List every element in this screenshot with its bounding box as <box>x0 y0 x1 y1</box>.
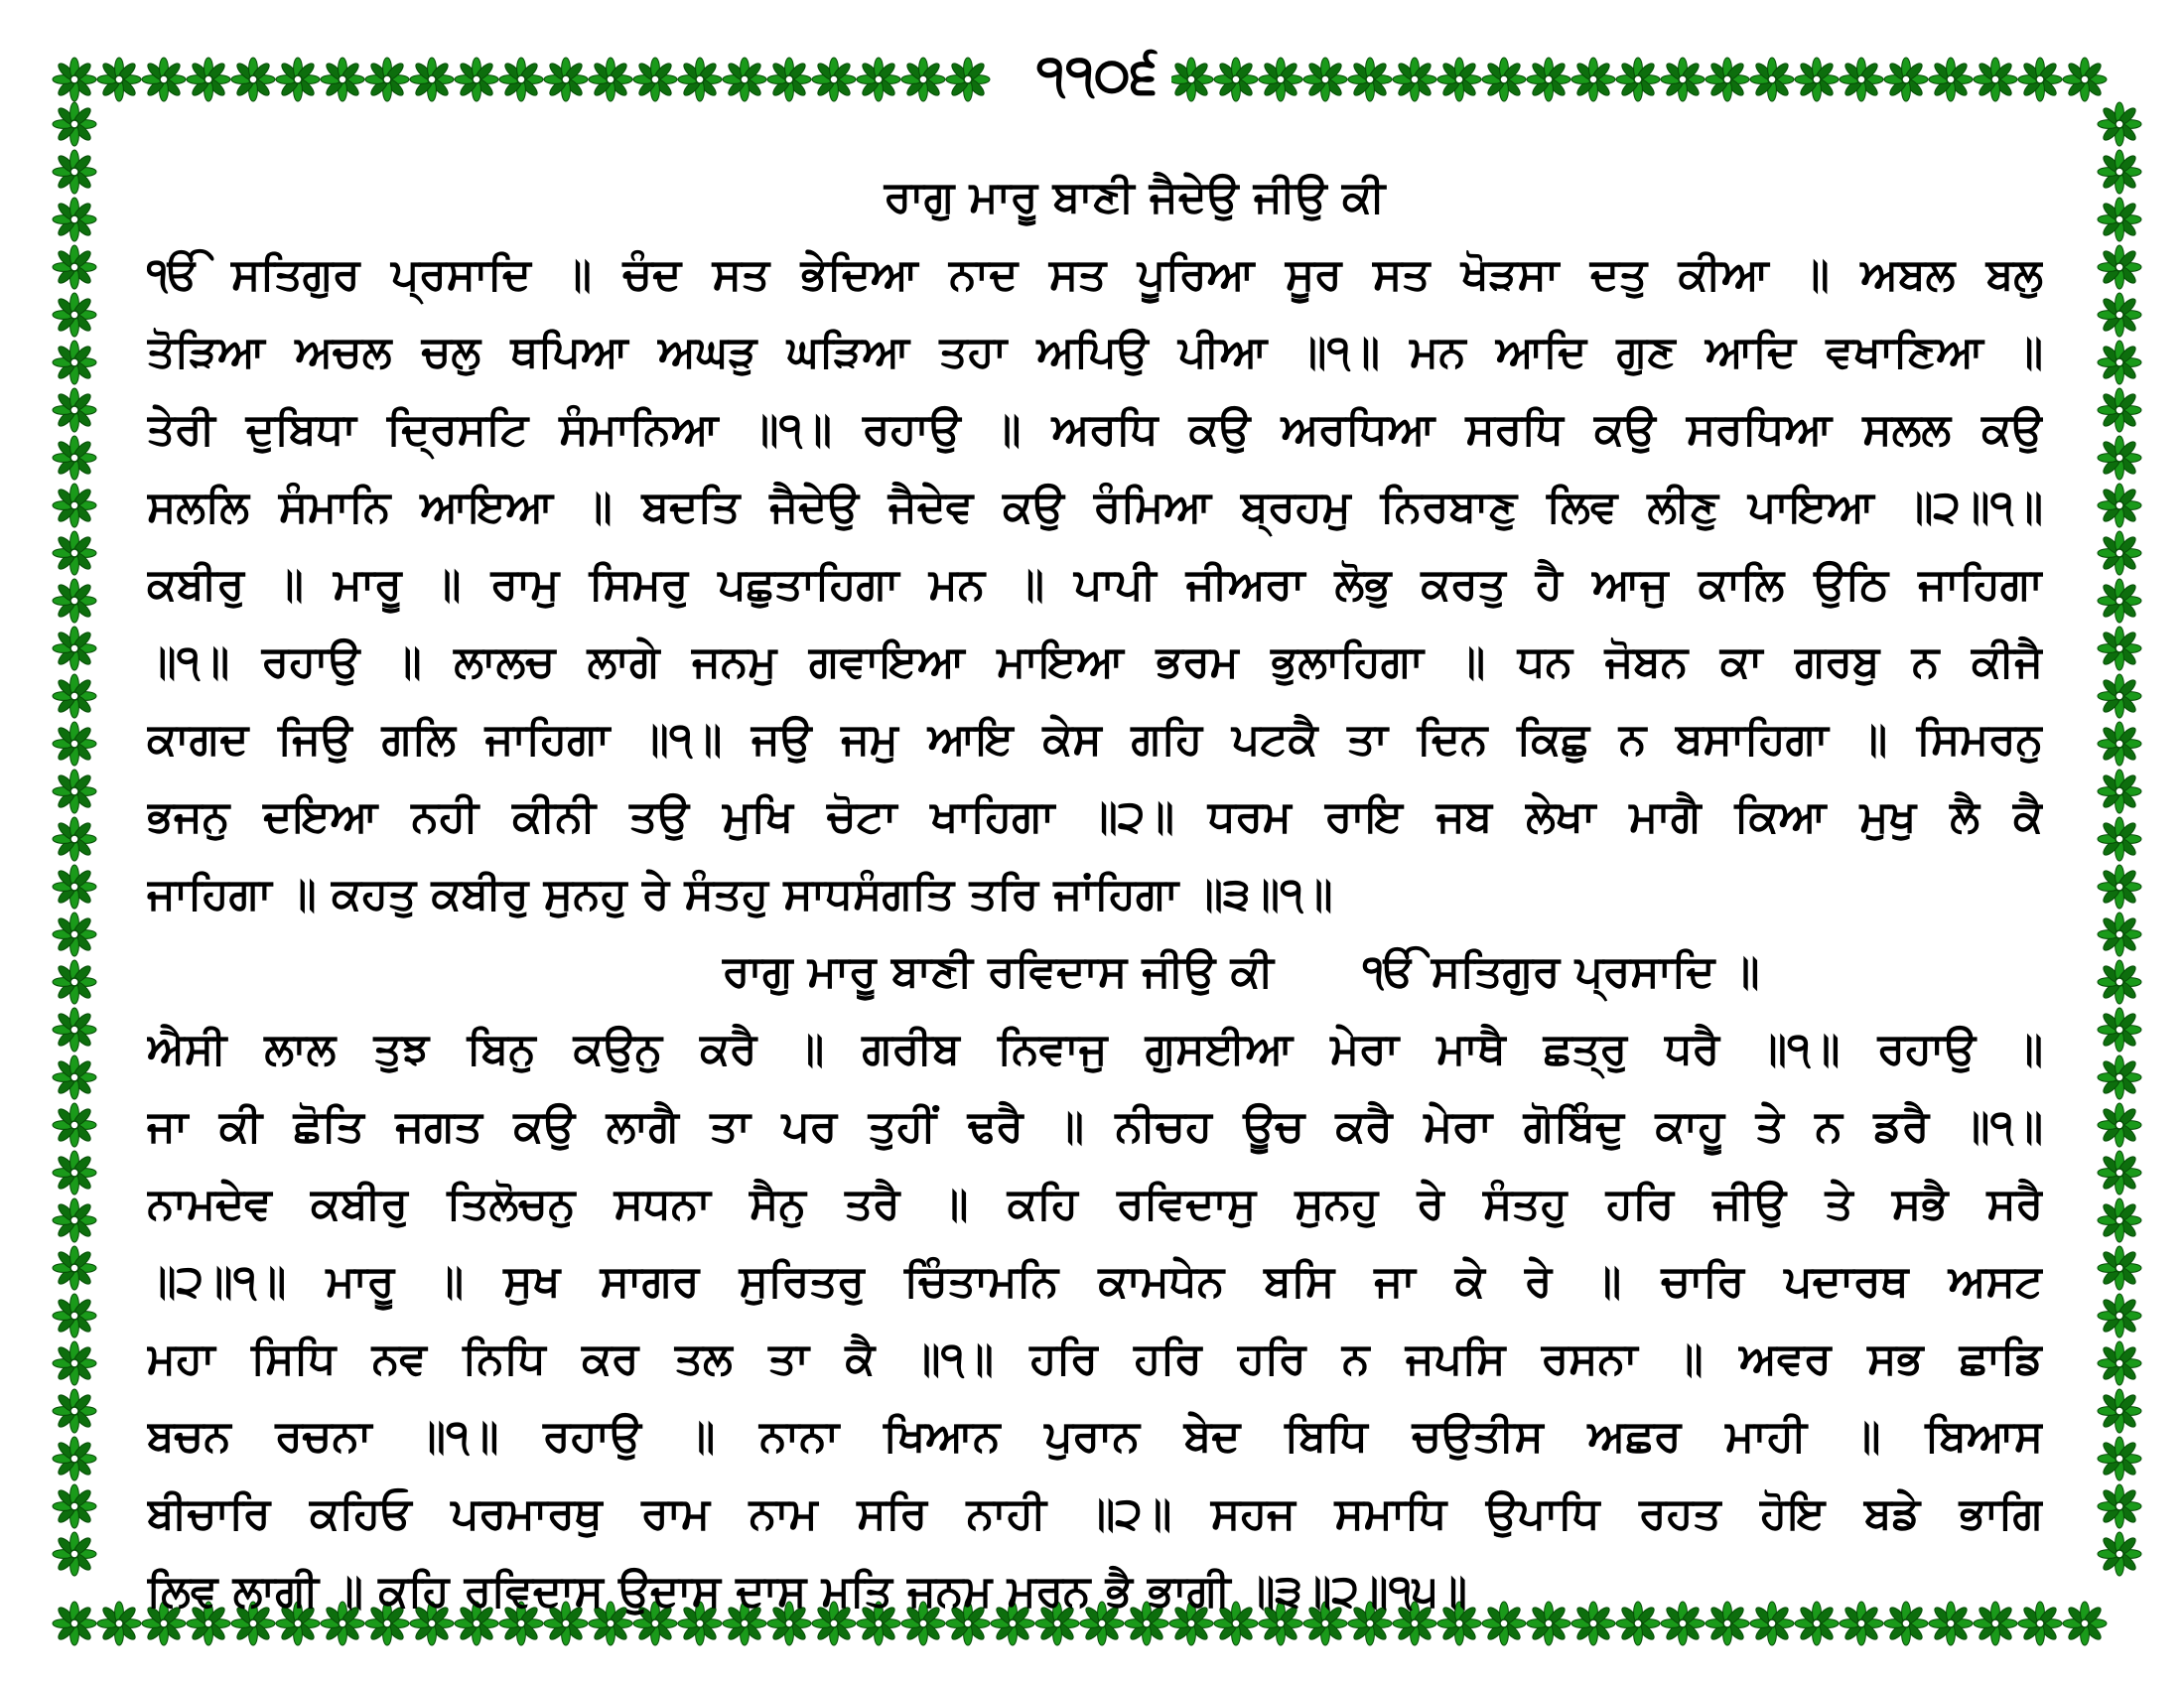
flower-ornament <box>53 436 96 480</box>
verse-line: ॥੧॥ ਰਹਾਉ ॥ ਲਾਲਚ ਲਾਗੇ ਜਨਮੁ ਗਵਾਇਆ ਮਾਇਆ ਭਰਮ ਭੁਲਾਹਿਗਾ ॥ ਧਨ ਜੋਬਨ ਕਾ ਗਰਬੁ ਨ ਕੀਜੈ <box>147 636 2043 687</box>
verse-line: ਤੋੜਿਆ ਅਚਲ ਚਲੁ ਥਪਿਆ ਅਘੜੁ ਘੜਿਆ ਤਹਾ ਅਪਿਉ ਪੀਆ ॥੧॥ ਮਨ ਆਦਿ ਗੁਣ ਆਦਿ ਵਖਾਣਿਆ ॥ <box>147 327 2043 377</box>
flower-ornament <box>1661 58 1705 101</box>
flower-ornament <box>53 1532 96 1576</box>
flower-ornament <box>2098 341 2141 384</box>
section-heading-jaidev: ਰਾਗੁ ਮਾਰੂ ਬਾਣੀ ਜੈਦੇਉ ਜੀਉ ਕੀ <box>884 172 1386 222</box>
flower-ornament <box>1348 58 1392 101</box>
flower-ornament <box>1884 58 1928 101</box>
flower-ornament <box>53 865 96 909</box>
flower-ornament <box>53 1151 96 1195</box>
flower-ornament <box>1437 58 1481 101</box>
page-number: ੧੧੦੬ <box>1023 40 1171 109</box>
verse-line: ਐਸੀ ਲਾਲ ਤੁਝ ਬਿਨੁ ਕਉਨੁ ਕਰੈ ॥ ਗਰੀਬ ਨਿਵਾਜੁ ਗੁਸਈਆ ਮੇਰਾ ਮਾਥੈ ਛਤ੍ਰੁ ਧਰੈ ॥੧॥ ਰਹਾਉ ॥ <box>147 1024 2043 1074</box>
flower-ornament <box>53 722 96 766</box>
flower-ornament <box>2098 865 2141 909</box>
flower-ornament <box>2018 58 2062 101</box>
flower-ornament <box>767 58 811 101</box>
flower-ornament <box>2098 1294 2141 1337</box>
flower-ornament <box>53 1437 96 1480</box>
flower-ornament <box>2098 1484 2141 1528</box>
flower-ornament <box>53 58 96 101</box>
flower-ornament <box>1393 58 1436 101</box>
flower-ornament <box>2098 1198 2141 1242</box>
text-body <box>147 159 2043 1630</box>
flower-ornament <box>53 341 96 384</box>
flower-ornament <box>53 1341 96 1385</box>
flower-ornament <box>187 58 230 101</box>
verse-line: ਕਾਗਦ ਜਿਉ ਗਲਿ ਜਾਹਿਗਾ ॥੧॥ ਜਉ ਜਮੁ ਆਇ ਕੇਸ ਗਹਿ ਪਟਕੈ ਤਾ ਦਿਨ ਕਿਛੁ ਨ ਬਸਾਹਿਗਾ ॥ ਸਿਮਰਨੁ <box>147 714 2043 765</box>
flower-ornament <box>2098 1341 2141 1385</box>
flower-ornament <box>53 198 96 241</box>
section-heading-ravidas <box>147 933 2043 1011</box>
flower-ornament <box>142 58 186 101</box>
flower-ornament <box>2098 770 2141 813</box>
flower-ornament <box>53 150 96 194</box>
flower-ornament <box>53 1246 96 1290</box>
verse-line: ਬੀਚਾਰਿ ਕਹਿਓ ਪਰਮਾਰਥੁ ਰਾਮ ਨਾਮ ਸਰਿ ਨਾਹੀ ॥੨॥ ਸਹਜ ਸਮਾਧਿ ਉਪਾਧਿ ਰਹਤ ਹੋਇ ਬਡੇ ਭਾਗਿ <box>147 1488 2043 1539</box>
flower-ornament <box>2098 1246 2141 1290</box>
verse-line: ਜਾਹਿਗਾ ॥ ਕਹਤੁ ਕਬੀਰੁ ਸੁਨਹੁ ਰੇ ਸੰਤਹੁ ਸਾਧਸੰਗਤਿ ਤਰਿ ਜਾਂਹਿਗਾ ॥੩॥੧॥ <box>147 869 1333 919</box>
flower-ornament <box>1750 58 1794 101</box>
flower-ornament <box>857 58 900 101</box>
flower-ornament <box>544 58 588 101</box>
flower-ornament <box>1706 58 1749 101</box>
flower-ornament <box>53 102 96 146</box>
flower-ornament <box>1840 58 1883 101</box>
flower-ornament <box>2098 293 2141 337</box>
flower-ornament <box>321 58 364 101</box>
flower-ornament <box>53 1055 96 1099</box>
flower-ornament <box>2098 913 2141 956</box>
flower-ornament <box>53 484 96 527</box>
flower-ornament <box>589 58 632 101</box>
flower-ornament <box>53 1103 96 1147</box>
flower-ornament <box>2098 245 2141 289</box>
flower-ornament <box>53 293 96 337</box>
verse-line: ਤੇਰੀ ਦੁਬਿਧਾ ਦ੍ਰਿਸਟਿ ਸੰਮਾਨਿਆ ॥੧॥ ਰਹਾਉ ॥ ਅਰਧਿ ਕਉ ਅਰਧਿਆ ਸਰਧਿ ਕਉ ਸਰਧਿਆ ਸਲਲ ਕਉ <box>147 404 2043 455</box>
flower-ornament <box>1929 58 1973 101</box>
flower-ornament <box>276 58 320 101</box>
verse-line: ਮਹਾ ਸਿਧਿ ਨਵ ਨਿਧਿ ਕਰ ਤਲ ਤਾ ਕੈ ॥੧॥ ਹਰਿ ਹਰਿ ਹਰਿ ਨ ਜਪਸਿ ਰਸਨਾ ॥ ਅਵਰ ਸਭ ਛਾਡਿ <box>147 1334 2043 1384</box>
verse-line: ਬਚਨ ਰਚਨਾ ॥੧॥ ਰਹਾਉ ॥ ਨਾਨਾ ਖਿਆਨ ਪੁਰਾਨ ਬੇਦ ਬਿਧਿ ਚਉਤੀਸ ਅਛਰ ਮਾਹੀ ॥ ਬਿਆਸ <box>147 1411 2043 1462</box>
flower-ornament <box>1571 58 1615 101</box>
flower-ornament <box>2098 150 2141 194</box>
flower-ornament <box>2098 1437 2141 1480</box>
flower-ornament <box>2098 484 2141 527</box>
verse-line: ਭਜਨੁ ਦਇਆ ਨਹੀ ਕੀਨੀ ਤਉ ਮੁਖਿ ਚੋਟਾ ਖਾਹਿਗਾ ॥੨॥ ਧਰਮ ਰਾਇ ਜਬ ਲੇਖਾ ਮਾਗੈ ਕਿਆ ਮੁਖੁ ਲੈ ਕੈ <box>147 791 2043 842</box>
flower-ornament <box>2098 1532 2141 1576</box>
flower-ornament <box>2063 1602 2107 1645</box>
mool-mantar: ੴ ਸਤਿਗੁਰ ਪ੍ਰਸਾਦਿ ॥ <box>1362 946 1760 997</box>
verse-line: ੴ ਸਤਿਗੁਰ ਪ੍ਰਸਾਦਿ ॥ ਚੰਦ ਸਤ ਭੇਦਿਆ ਨਾਦ ਸਤ ਪੂਰਿਆ ਸੂਰ ਸਤ ਖੋੜਸਾ ਦਤੁ ਕੀਆ ॥ ਅਬਲ ਬਲੁ <box>147 249 2043 300</box>
flower-ornament <box>2098 817 2141 861</box>
flower-ornament <box>365 58 409 101</box>
flower-ornament <box>53 817 96 861</box>
flower-ornament <box>53 1602 96 1645</box>
flower-ornament <box>901 58 945 101</box>
flower-ornament <box>231 58 275 101</box>
flower-ornament <box>1616 58 1660 101</box>
verse-line: ॥੨॥੧॥ ਮਾਰੂ ॥ ਸੁਖ ਸਾਗਰ ਸੁਰਿਤਰੁ ਚਿੰਤਾਮਨਿ ਕਾਮਧੇਨ ਬਸਿ ਜਾ ਕੇ ਰੇ ॥ ਚਾਰਿ ਪਦਾਰਥ ਅਸਟ <box>147 1256 2043 1307</box>
flower-ornament <box>53 245 96 289</box>
flower-ornament <box>946 58 990 101</box>
flower-ornament <box>53 1008 96 1052</box>
flower-ornament <box>53 388 96 432</box>
flower-ornament <box>2098 531 2141 575</box>
verse-line: ਸਲਲਿ ਸੰਮਾਨਿ ਆਇਆ ॥ ਬਦਤਿ ਜੈਦੇਉ ਜੈਦੇਵ ਕਉ ਰੰਮਿਆ ਬ੍ਰਹਮੁ ਨਿਰਬਾਣੁ ਲਿਵ ਲੀਣੁ ਪਾਇਆ ॥੨॥੧॥ <box>147 482 2043 532</box>
flower-ornament <box>2098 436 2141 480</box>
flower-ornament <box>2098 960 2141 1004</box>
flower-ornament <box>1169 58 1213 101</box>
verse-line: ਨਾਮਦੇਵ ਕਬੀਰੁ ਤਿਲੋਚਨੁ ਸਧਨਾ ਸੈਨੁ ਤਰੈ ॥ ਕਹਿ ਰਵਿਦਾਸੁ ਸੁਨਹੁ ਰੇ ਸੰਤਹੁ ਹਰਿ ਜੀਉ ਤੇ ਸਭੈ ਸਰੈ <box>147 1179 2043 1229</box>
flower-ornament <box>53 1198 96 1242</box>
flower-ornament <box>2098 674 2141 718</box>
flower-ornament <box>2098 102 2141 146</box>
flower-ornament <box>53 674 96 718</box>
flower-ornament <box>499 58 543 101</box>
flower-ornament <box>1527 58 1570 101</box>
flower-ornament <box>97 58 141 101</box>
flower-ornament <box>2098 198 2141 241</box>
flower-ornament <box>53 1484 96 1528</box>
flower-ornament <box>53 1389 96 1433</box>
flower-ornament <box>97 1602 141 1645</box>
flower-ornament <box>2098 722 2141 766</box>
flower-ornament <box>812 58 856 101</box>
flower-ornament <box>1303 58 1347 101</box>
flower-ornament <box>1259 58 1302 101</box>
flower-ornament <box>53 913 96 956</box>
flower-ornament <box>53 1294 96 1337</box>
flower-ornament <box>1482 58 1526 101</box>
verse-line: ਲਿਵ ਲਾਗੀ ॥ ਕਹਿ ਰਵਿਦਾਸ ਉਦਾਸ ਦਾਸ ਮਤਿ ਜਨਮ ਮਰਨ ਭੈ ਭਾਗੀ ॥੩॥੨॥੧੫॥ <box>147 1566 1467 1617</box>
flower-ornament <box>53 770 96 813</box>
flower-ornament <box>53 531 96 575</box>
flower-ornament <box>2098 1103 2141 1147</box>
flower-ornament <box>410 58 454 101</box>
flower-ornament <box>1974 58 2017 101</box>
flower-ornament <box>1214 58 1258 101</box>
flower-ornament <box>1795 58 1839 101</box>
flower-ornament <box>2063 58 2107 101</box>
flower-ornament <box>2098 1008 2141 1052</box>
flower-ornament <box>633 58 677 101</box>
flower-ornament <box>2098 579 2141 623</box>
flower-ornament <box>678 58 722 101</box>
flower-ornament <box>2098 1151 2141 1195</box>
flower-ornament <box>53 579 96 623</box>
verse-line: ਕਬੀਰੁ ॥ ਮਾਰੂ ॥ ਰਾਮੁ ਸਿਮਰੁ ਪਛੁਤਾਹਿਗਾ ਮਨ ॥ ਪਾਪੀ ਜੀਅਰਾ ਲੋਭੁ ਕਰਤੁ ਹੈ ਆਜੁ ਕਾਲਿ ਉਠਿ ਜਾਹਿਗਾ <box>147 559 2043 610</box>
flower-ornament <box>2098 1055 2141 1099</box>
flower-ornament <box>2098 627 2141 670</box>
flower-ornament <box>2098 388 2141 432</box>
section-heading-text: ਰਾਗੁ ਮਾਰੂ ਬਾਣੀ ਰਵਿਦਾਸ ਜੀਉ ਕੀ <box>723 946 1274 997</box>
flower-ornament <box>53 960 96 1004</box>
flower-ornament <box>455 58 498 101</box>
flower-ornament <box>53 627 96 670</box>
verse-line: ਜਾ ਕੀ ਛੋਤਿ ਜਗਤ ਕਉ ਲਾਗੈ ਤਾ ਪਰ ਤੁਹੀਂ ਢਰੈ ॥ ਨੀਚਹ ਊਚ ਕਰੈ ਮੇਰਾ ਗੋਬਿੰਦੁ ਕਾਹੂ ਤੇ ਨ ਡਰੈ ॥੧॥ <box>147 1101 2043 1152</box>
flower-ornament <box>2098 1389 2141 1433</box>
flower-ornament <box>723 58 766 101</box>
